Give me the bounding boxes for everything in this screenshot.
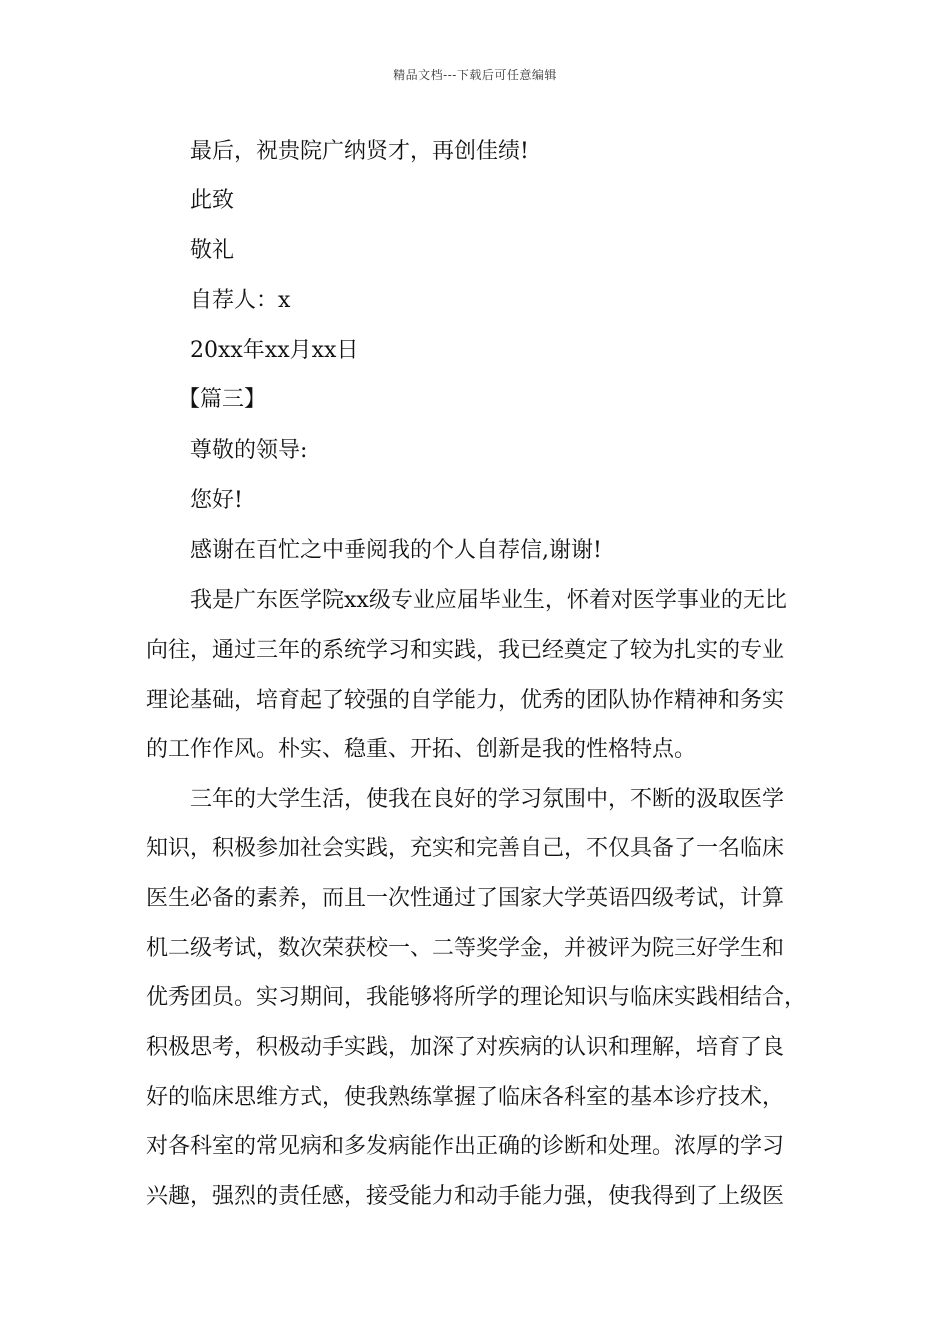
paragraph-2-line: 好的临床思维方式，使我熟练掌握了临床各科室的基本诊疗技术， [146,1085,785,1110]
greeting: 您好! [190,488,243,513]
paragraph-2-line: 知识，积极参加社会实践，充实和完善自己，不仅具备了一名临床 [146,836,785,861]
paragraph-2-line: 医生必备的素养，而且一次性通过了国家大学英语四级考试，计算 [146,886,785,911]
closing-wish: 最后，祝贵院广纳贤才，再创佳绩! [190,139,529,164]
section-heading: 【篇三】 [178,387,267,412]
paragraph-2-line: 机二级考试，数次荣获校一、二等奖学金，并被评为院三好学生和 [146,936,785,961]
paragraph-2-line: 对各科室的常见病和多发病能作出正确的诊断和处理。浓厚的学习 [146,1134,785,1159]
signer: 自荐人：x [190,288,291,313]
thanks-line: 感谢在百忙之中垂阅我的个人自荐信,谢谢! [190,538,602,563]
date: 20xx年xx月xx日 [190,338,359,363]
paragraph-1-line: 向往，通过三年的系统学习和实践，我已经奠定了较为扎实的专业 [146,638,785,663]
paragraph-1-line: 的工作作风。朴实、稳重、开拓、创新是我的性格特点。 [146,737,697,762]
paragraph-2-line: 优秀团员。实习期间，我能够将所学的理论知识与临床实践相结合， [146,985,807,1010]
closing-jingli: 敬礼 [190,238,235,263]
paragraph-1-line: 理论基础，培育起了较强的自学能力，优秀的团队协作精神和务实 [146,688,785,713]
page-header: 精品文档---下载后可任意编辑 [393,68,557,82]
salutation: 尊敬的领导: [190,438,308,463]
paragraph-1-line: 我是广东医学院xx级专业应届毕业生，怀着对医学事业的无比 [190,588,787,613]
closing-cizhi: 此致 [190,188,235,213]
paragraph-2-line: 兴趣，强烈的责任感，接受能力和动手能力强，使我得到了上级医 [146,1184,785,1209]
paragraph-2-line: 积极思考，积极动手实践，加深了对疾病的认识和理解，培育了良 [146,1035,785,1060]
paragraph-2-line: 三年的大学生活，使我在良好的学习氛围中，不断的汲取医学 [190,787,785,812]
